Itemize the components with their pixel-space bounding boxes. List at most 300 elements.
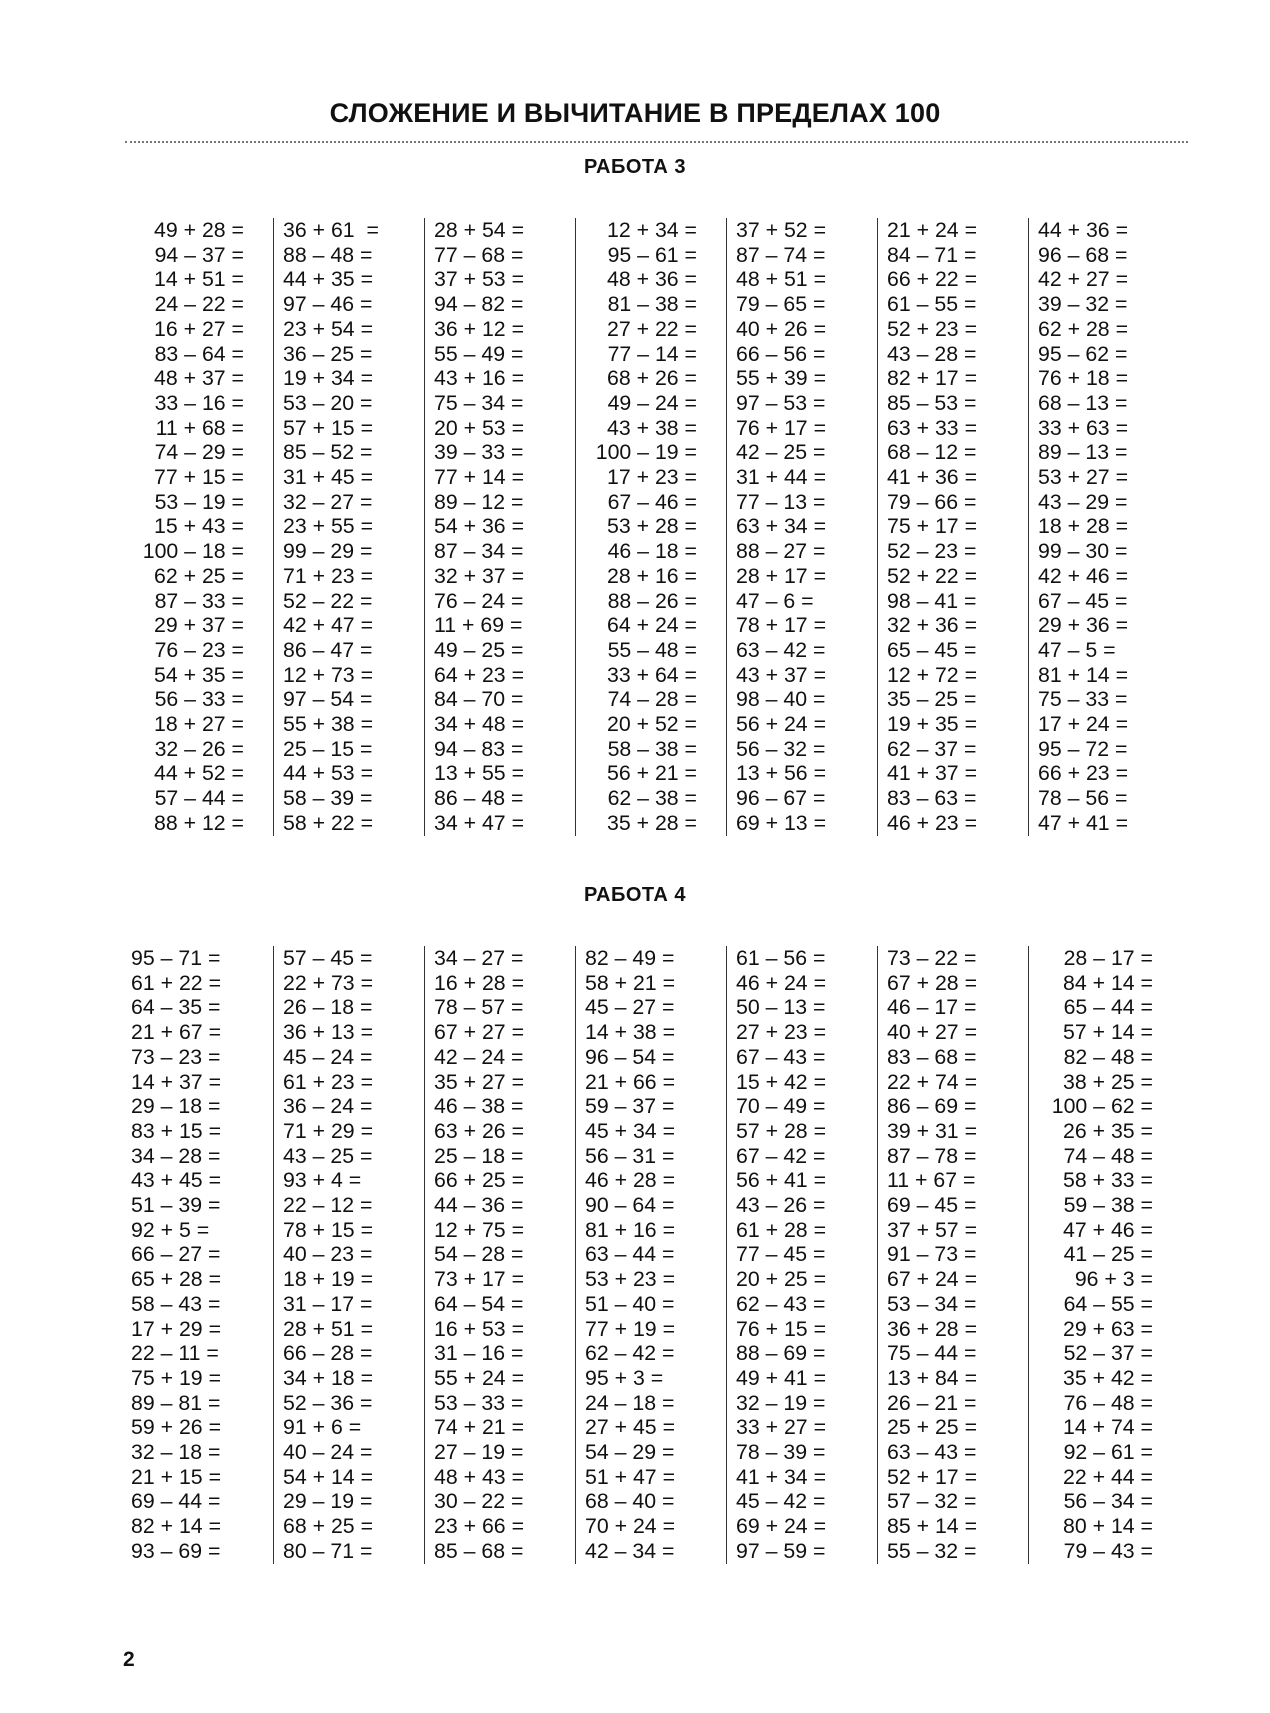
exercise: 94 – 83 = <box>434 736 524 761</box>
exercise: 64 + 23 = <box>434 662 525 687</box>
exercise: 13 + 84 = <box>887 1365 978 1390</box>
exercise: 32 – 26 = <box>154 736 244 761</box>
exercise: 21 + 24 = <box>887 218 978 242</box>
exercise: 59 + 26 = <box>131 1415 222 1440</box>
exercise: 21 + 15 = <box>131 1464 222 1489</box>
exercise: 62 – 42 = <box>585 1341 675 1366</box>
exercise: 86 – 47 = <box>283 637 373 662</box>
exercise: 46 + 24 = <box>736 970 827 995</box>
exercise: 76 – 48 = <box>1063 1390 1153 1415</box>
exercise: 68 – 13 = <box>1038 390 1128 415</box>
exercise: 61 + 28 = <box>736 1217 827 1242</box>
exercise: 95 – 72 = <box>1038 736 1128 761</box>
exercise: 71 + 29 = <box>283 1118 374 1143</box>
exercise: 83 + 15 = <box>131 1118 222 1143</box>
exercise: 28 – 17 = <box>1063 946 1153 970</box>
exercise: 52 + 23 = <box>887 316 978 341</box>
exercise: 97 – 53 = <box>736 390 826 415</box>
exercise: 17 + 29 = <box>131 1316 222 1341</box>
work4-column <box>424 946 575 1564</box>
exercise: 85 – 68 = <box>434 1538 524 1563</box>
exercise: 69 + 13 = <box>736 810 827 835</box>
exercise: 27 + 22 = <box>606 316 697 341</box>
exercise: 85 + 14 = <box>887 1514 978 1539</box>
exercise: 26 – 21 = <box>887 1390 977 1415</box>
exercise: 36 – 24 = <box>283 1094 373 1119</box>
exercise: 26 – 18 = <box>283 995 373 1020</box>
exercise: 48 + 37 = <box>153 366 244 391</box>
exercise: 77 – 45 = <box>736 1242 826 1267</box>
exercise: 58 – 39 = <box>283 786 373 811</box>
exercise: 74 – 29 = <box>154 440 244 465</box>
exercise: 43 + 45 = <box>131 1168 222 1193</box>
exercise: 89 – 13 = <box>1038 440 1128 465</box>
exercise: 44 + 36 = <box>1038 218 1129 242</box>
exercise: 69 – 44 = <box>131 1489 221 1514</box>
exercise: 67 – 45 = <box>1038 588 1128 613</box>
exercise: 92 – 61 = <box>1063 1440 1153 1465</box>
exercise: 39 – 32 = <box>1038 292 1128 317</box>
exercise: 33 + 64 = <box>606 662 697 687</box>
exercise: 58 – 43 = <box>131 1291 221 1316</box>
exercise: 23 + 55 = <box>283 514 374 539</box>
exercise: 58 + 21 = <box>585 970 676 995</box>
exercise: 17 + 24 = <box>1038 712 1129 737</box>
exercise: 59 – 37 = <box>585 1094 675 1119</box>
work4-column <box>726 946 877 1564</box>
exercise: 51 + 47 = <box>585 1464 676 1489</box>
exercise: 51 – 39 = <box>131 1193 221 1218</box>
exercise: 11 + 68 = <box>155 415 244 440</box>
exercise: 74 + 21 = <box>434 1415 525 1440</box>
exercise: 55 – 48 = <box>607 637 697 662</box>
exercise: 66 + 22 = <box>887 267 978 292</box>
page-number: 2 <box>123 1648 135 1671</box>
exercise: 74 – 28 = <box>607 687 697 712</box>
exercise: 45 – 27 = <box>585 995 675 1020</box>
exercise: 63 – 43 = <box>887 1440 977 1465</box>
exercise: 31 + 45 = <box>283 465 374 490</box>
exercise: 44 + 53 = <box>283 761 374 786</box>
exercise: 95 – 71 = <box>131 946 221 970</box>
exercise: 100 – 19 = <box>595 440 697 465</box>
exercise: 96 + 3 = <box>1074 1267 1153 1292</box>
exercise: 34 + 47 = <box>434 810 525 835</box>
exercise: 11 + 67 = <box>887 1168 976 1193</box>
exercise: 91 + 6 = <box>283 1415 362 1440</box>
exercise: 99 – 30 = <box>1038 539 1128 564</box>
exercise: 44 + 35 = <box>283 267 374 292</box>
exercise: 41 + 34 = <box>736 1464 827 1489</box>
exercise: 12 + 75 = <box>434 1217 525 1242</box>
exercise: 78 – 57 = <box>434 995 524 1020</box>
work3-column <box>1028 218 1179 836</box>
exercise: 69 + 24 = <box>736 1514 827 1539</box>
exercise: 57 + 28 = <box>736 1118 827 1143</box>
exercise: 62 – 38 = <box>607 786 697 811</box>
exercise: 76 + 15 = <box>736 1316 827 1341</box>
work4-grid <box>122 946 1164 1564</box>
exercise: 67 – 42 = <box>736 1143 826 1168</box>
exercise: 64 – 54 = <box>434 1291 524 1316</box>
exercise: 37 + 52 = <box>736 218 827 242</box>
work3-column <box>424 218 575 836</box>
work4-column <box>1028 946 1179 1564</box>
exercise: 49 – 24 = <box>607 390 697 415</box>
exercise: 76 + 17 = <box>736 415 827 440</box>
exercise: 20 + 52 = <box>606 712 697 737</box>
exercise: 35 + 27 = <box>434 1069 525 1094</box>
work4-column <box>877 946 1028 1564</box>
exercise: 79 – 65 = <box>736 292 826 317</box>
exercise: 94 – 82 = <box>434 292 524 317</box>
work3-column <box>273 218 424 836</box>
exercise: 46 + 28 = <box>585 1168 676 1193</box>
exercise: 54 – 29 = <box>585 1440 675 1465</box>
exercise: 17 + 23 = <box>606 465 697 490</box>
exercise: 39 + 31 = <box>887 1118 978 1143</box>
work3-column <box>575 218 726 836</box>
exercise: 14 + 37 = <box>131 1069 222 1094</box>
exercise: 25 – 18 = <box>434 1143 524 1168</box>
exercise: 32 + 36 = <box>887 613 978 638</box>
exercise: 37 + 53 = <box>434 267 525 292</box>
exercise: 77 – 13 = <box>736 489 826 514</box>
exercise: 73 – 22 = <box>887 946 977 970</box>
exercise: 87 – 74 = <box>736 242 826 267</box>
exercise: 79 – 43 = <box>1063 1538 1153 1563</box>
exercise: 24 – 18 = <box>585 1390 675 1415</box>
exercise: 19 + 34 = <box>283 366 374 391</box>
exercise: 39 – 33 = <box>434 440 524 465</box>
exercise: 58 + 33 = <box>1062 1168 1153 1193</box>
exercise: 33 + 63 = <box>1038 415 1129 440</box>
exercise: 89 – 81 = <box>131 1390 221 1415</box>
exercise: 12 + 34 = <box>606 218 697 242</box>
exercise: 76 – 24 = <box>434 588 524 613</box>
exercise: 12 + 72 = <box>887 662 978 687</box>
exercise: 22 – 11 = <box>131 1341 219 1366</box>
exercise: 82 + 14 = <box>131 1514 222 1539</box>
exercise: 84 – 71 = <box>887 242 977 267</box>
exercise: 58 + 22 = <box>283 810 374 835</box>
exercise: 45 – 24 = <box>283 1044 373 1069</box>
exercise: 97 – 59 = <box>736 1538 826 1563</box>
exercise: 29 – 18 = <box>131 1094 221 1119</box>
exercise: 34 + 48 = <box>434 712 525 737</box>
exercise: 89 – 12 = <box>434 489 524 514</box>
exercise: 37 + 57 = <box>887 1217 978 1242</box>
exercise: 88 + 12 = <box>153 810 244 835</box>
exercise: 54 + 14 = <box>283 1464 374 1489</box>
exercise: 70 – 49 = <box>736 1094 826 1119</box>
exercise: 34 – 27 = <box>434 946 524 970</box>
exercise: 40 – 23 = <box>283 1242 373 1267</box>
exercise: 42 – 34 = <box>585 1538 675 1563</box>
exercise: 57 – 45 = <box>283 946 373 970</box>
exercise: 57 + 15 = <box>283 415 374 440</box>
exercise: 13 + 55 = <box>434 761 525 786</box>
exercise: 96 – 68 = <box>1038 242 1128 267</box>
exercise: 82 – 49 = <box>585 946 675 970</box>
exercise: 91 – 73 = <box>887 1242 977 1267</box>
exercise: 26 + 35 = <box>1062 1118 1153 1143</box>
page-title: СЛОЖЕНИЕ И ВЫЧИТАНИЕ В ПРЕДЕЛАХ 100 <box>329 98 941 128</box>
exercise: 62 – 43 = <box>736 1291 826 1316</box>
exercise: 93 – 69 = <box>131 1538 221 1563</box>
exercise: 38 + 25 = <box>1062 1069 1153 1094</box>
exercise: 87 – 34 = <box>434 539 524 564</box>
exercise: 77 – 68 = <box>434 242 524 267</box>
exercise: 55 + 24 = <box>434 1365 525 1390</box>
exercise: 70 + 24 = <box>585 1514 676 1539</box>
exercise: 52 – 23 = <box>887 539 977 564</box>
exercise: 40 – 24 = <box>283 1440 373 1465</box>
exercise: 42 + 27 = <box>1038 267 1129 292</box>
exercise: 68 + 25 = <box>283 1514 374 1539</box>
exercise: 61 + 22 = <box>131 970 222 995</box>
exercise: 100 – 62 = <box>1051 1094 1153 1119</box>
exercise: 54 – 28 = <box>434 1242 524 1267</box>
exercise: 28 + 16 = <box>606 563 697 588</box>
exercise: 36 + 28 = <box>887 1316 978 1341</box>
exercise: 100 – 18 = <box>142 539 244 564</box>
exercise: 56 – 31 = <box>585 1143 675 1168</box>
exercise: 96 – 54 = <box>585 1044 675 1069</box>
exercise: 71 + 23 = <box>283 563 374 588</box>
exercise: 35 + 42 = <box>1062 1365 1153 1390</box>
exercise: 63 – 42 = <box>736 637 826 662</box>
exercise: 33 – 16 = <box>154 390 244 415</box>
exercise: 75 – 44 = <box>887 1341 977 1366</box>
exercise: 66 – 28 = <box>283 1341 373 1366</box>
exercise: 25 – 15 = <box>283 736 373 761</box>
exercise: 67 + 27 = <box>434 1020 525 1045</box>
exercise: 55 + 39 = <box>736 366 827 391</box>
exercise: 46 – 17 = <box>887 995 977 1020</box>
exercise: 78 – 39 = <box>736 1440 826 1465</box>
exercise: 67 – 43 = <box>736 1044 826 1069</box>
exercise: 49 – 25 = <box>434 637 524 662</box>
exercise: 83 – 63 = <box>887 786 977 811</box>
exercise: 56 + 21 = <box>606 761 697 786</box>
exercise: 22 + 73 = <box>283 970 374 995</box>
exercise: 64 – 35 = <box>131 995 221 1020</box>
exercise: 85 – 53 = <box>887 390 977 415</box>
exercise: 47 + 41 = <box>1038 810 1129 835</box>
work3-column <box>877 218 1028 836</box>
exercise: 47 – 6 = <box>736 588 814 613</box>
exercise: 46 – 38 = <box>434 1094 524 1119</box>
exercise: 48 + 43 = <box>434 1464 525 1489</box>
exercise: 48 + 36 = <box>606 267 697 292</box>
exercise: 65 – 45 = <box>887 637 977 662</box>
exercise: 63 + 26 = <box>434 1118 525 1143</box>
exercise: 20 + 25 = <box>736 1267 827 1292</box>
exercise: 52 – 37 = <box>1063 1341 1153 1366</box>
exercise: 75 – 34 = <box>434 390 524 415</box>
exercise: 64 + 24 = <box>606 613 697 638</box>
work4-column <box>273 946 424 1564</box>
exercise: 53 + 23 = <box>585 1267 676 1292</box>
exercise: 77 – 14 = <box>607 341 697 366</box>
exercise: 53 – 34 = <box>887 1291 977 1316</box>
exercise: 68 + 26 = <box>606 366 697 391</box>
exercise: 77 + 14 = <box>434 465 525 490</box>
work4-title: РАБОТА 4 <box>583 884 687 906</box>
exercise: 98 – 41 = <box>887 588 977 613</box>
exercise: 43 – 26 = <box>736 1193 826 1218</box>
exercise: 53 + 28 = <box>606 514 697 539</box>
exercise: 77 + 15 = <box>153 465 244 490</box>
exercise: 53 – 19 = <box>154 489 244 514</box>
exercise: 16 + 53 = <box>434 1316 525 1341</box>
exercise: 35 + 28 = <box>606 810 697 835</box>
exercise: 85 – 52 = <box>283 440 373 465</box>
exercise: 33 + 27 = <box>736 1415 827 1440</box>
exercise: 56 – 33 = <box>154 687 244 712</box>
exercise: 83 – 68 = <box>887 1044 977 1069</box>
exercise: 46 – 18 = <box>607 539 697 564</box>
exercise: 66 + 25 = <box>434 1168 525 1193</box>
exercise: 36 + 12 = <box>434 316 525 341</box>
exercise: 27 + 23 = <box>736 1020 827 1045</box>
exercise: 75 – 33 = <box>1038 687 1128 712</box>
work3-column <box>122 218 273 836</box>
exercise: 77 + 19 = <box>585 1316 676 1341</box>
exercise: 97 – 46 = <box>283 292 373 317</box>
exercise: 45 + 34 = <box>585 1118 676 1143</box>
exercise: 98 – 40 = <box>736 687 826 712</box>
exercise: 61 – 56 = <box>736 946 826 970</box>
work4-column <box>575 946 726 1564</box>
exercise: 31 – 17 = <box>283 1291 373 1316</box>
exercise: 81 – 38 = <box>607 292 697 317</box>
exercise: 88 – 27 = <box>736 539 826 564</box>
exercise: 87 – 33 = <box>154 588 244 613</box>
exercise: 93 + 4 = <box>283 1168 362 1193</box>
exercise: 28 + 54 = <box>434 218 525 242</box>
exercise: 55 – 49 = <box>434 341 524 366</box>
exercise: 32 – 27 = <box>283 489 373 514</box>
exercise: 67 – 46 = <box>607 489 697 514</box>
exercise: 66 + 23 = <box>1038 761 1129 786</box>
exercise: 88 – 26 = <box>607 588 697 613</box>
exercise: 32 – 18 = <box>131 1440 221 1465</box>
exercise: 69 – 45 = <box>887 1193 977 1218</box>
exercise: 44 – 36 = <box>434 1193 524 1218</box>
exercise: 34 – 28 = <box>131 1143 221 1168</box>
exercise: 41 + 37 = <box>887 761 978 786</box>
exercise: 96 – 67 = <box>736 786 826 811</box>
exercise: 80 + 14 = <box>1062 1514 1153 1539</box>
exercise: 52 – 36 = <box>283 1390 373 1415</box>
exercise: 43 – 25 = <box>283 1143 373 1168</box>
exercise: 53 – 20 = <box>283 390 373 415</box>
exercise: 22 – 12 = <box>283 1193 373 1218</box>
exercise: 56 – 32 = <box>736 736 826 761</box>
exercise: 62 + 28 = <box>1038 316 1129 341</box>
exercise: 54 + 36 = <box>434 514 525 539</box>
exercise: 13 + 56 = <box>736 761 827 786</box>
exercise: 68 – 12 = <box>887 440 977 465</box>
exercise: 12 + 73 = <box>283 662 374 687</box>
exercise: 59 – 38 = <box>1063 1193 1153 1218</box>
exercise: 31 – 16 = <box>434 1341 524 1366</box>
exercise: 78 + 17 = <box>736 613 827 638</box>
exercise: 73 + 17 = <box>434 1267 525 1292</box>
exercise: 50 – 13 = <box>736 995 826 1020</box>
exercise: 30 – 22 = <box>434 1489 524 1514</box>
exercise: 34 + 18 = <box>283 1365 374 1390</box>
exercise: 41 + 36 = <box>887 465 978 490</box>
exercise: 76 – 23 = <box>154 637 244 662</box>
exercise: 75 + 17 = <box>887 514 978 539</box>
exercise: 35 – 25 = <box>887 687 977 712</box>
exercise: 67 + 24 = <box>887 1267 978 1292</box>
exercise: 11 + 69 = <box>434 613 523 638</box>
exercise: 44 + 52 = <box>153 761 244 786</box>
exercise: 53 + 27 = <box>1038 465 1129 490</box>
exercise: 42 + 47 = <box>283 613 374 638</box>
exercise: 19 + 35 = <box>887 712 978 737</box>
exercise: 22 + 44 = <box>1062 1464 1153 1489</box>
exercise: 95 – 62 = <box>1038 341 1128 366</box>
exercise: 43 – 28 = <box>887 341 977 366</box>
exercise: 61 – 55 = <box>887 292 977 317</box>
exercise: 55 + 38 = <box>283 712 374 737</box>
exercise: 32 + 37 = <box>434 563 525 588</box>
exercise: 52 – 22 = <box>283 588 373 613</box>
exercise: 81 + 16 = <box>585 1217 676 1242</box>
exercise: 43 + 38 = <box>606 415 697 440</box>
exercise: 36 – 25 = <box>283 341 373 366</box>
exercise: 36 + 61 = <box>283 218 379 242</box>
exercise: 57 – 44 = <box>154 786 244 811</box>
exercise: 63 + 33 = <box>887 415 978 440</box>
exercise: 14 + 51 = <box>153 267 244 292</box>
exercise: 25 + 25 = <box>887 1415 978 1440</box>
exercise: 75 + 19 = <box>131 1365 222 1390</box>
exercise: 43 + 16 = <box>434 366 525 391</box>
exercise: 99 – 29 = <box>283 539 373 564</box>
exercise: 68 – 40 = <box>585 1489 675 1514</box>
exercise: 73 – 23 = <box>131 1044 221 1069</box>
exercise: 18 + 28 = <box>1038 514 1129 539</box>
exercise: 97 – 54 = <box>283 687 373 712</box>
exercise: 65 – 44 = <box>1063 995 1153 1020</box>
exercise: 16 + 27 = <box>153 316 244 341</box>
exercise: 95 + 3 = <box>585 1365 664 1390</box>
exercise: 67 + 28 = <box>887 970 978 995</box>
work3-title: РАБОТА 3 <box>583 156 687 178</box>
exercise: 79 – 66 = <box>887 489 977 514</box>
exercise: 86 – 69 = <box>887 1094 977 1119</box>
exercise: 42 – 24 = <box>434 1044 524 1069</box>
exercise: 88 – 48 = <box>283 242 373 267</box>
exercise: 49 + 28 = <box>153 218 244 242</box>
exercise: 78 – 56 = <box>1038 786 1128 811</box>
dotted-divider <box>125 141 1188 143</box>
exercise: 29 – 19 = <box>283 1489 373 1514</box>
exercise: 65 + 28 = <box>131 1267 222 1292</box>
exercise: 84 + 14 = <box>1062 970 1153 995</box>
exercise: 40 + 26 = <box>736 316 827 341</box>
exercise: 62 + 25 = <box>153 563 244 588</box>
exercise: 21 + 66 = <box>585 1069 676 1094</box>
exercise: 48 + 51 = <box>736 267 827 292</box>
exercise: 92 + 5 = <box>131 1217 210 1242</box>
